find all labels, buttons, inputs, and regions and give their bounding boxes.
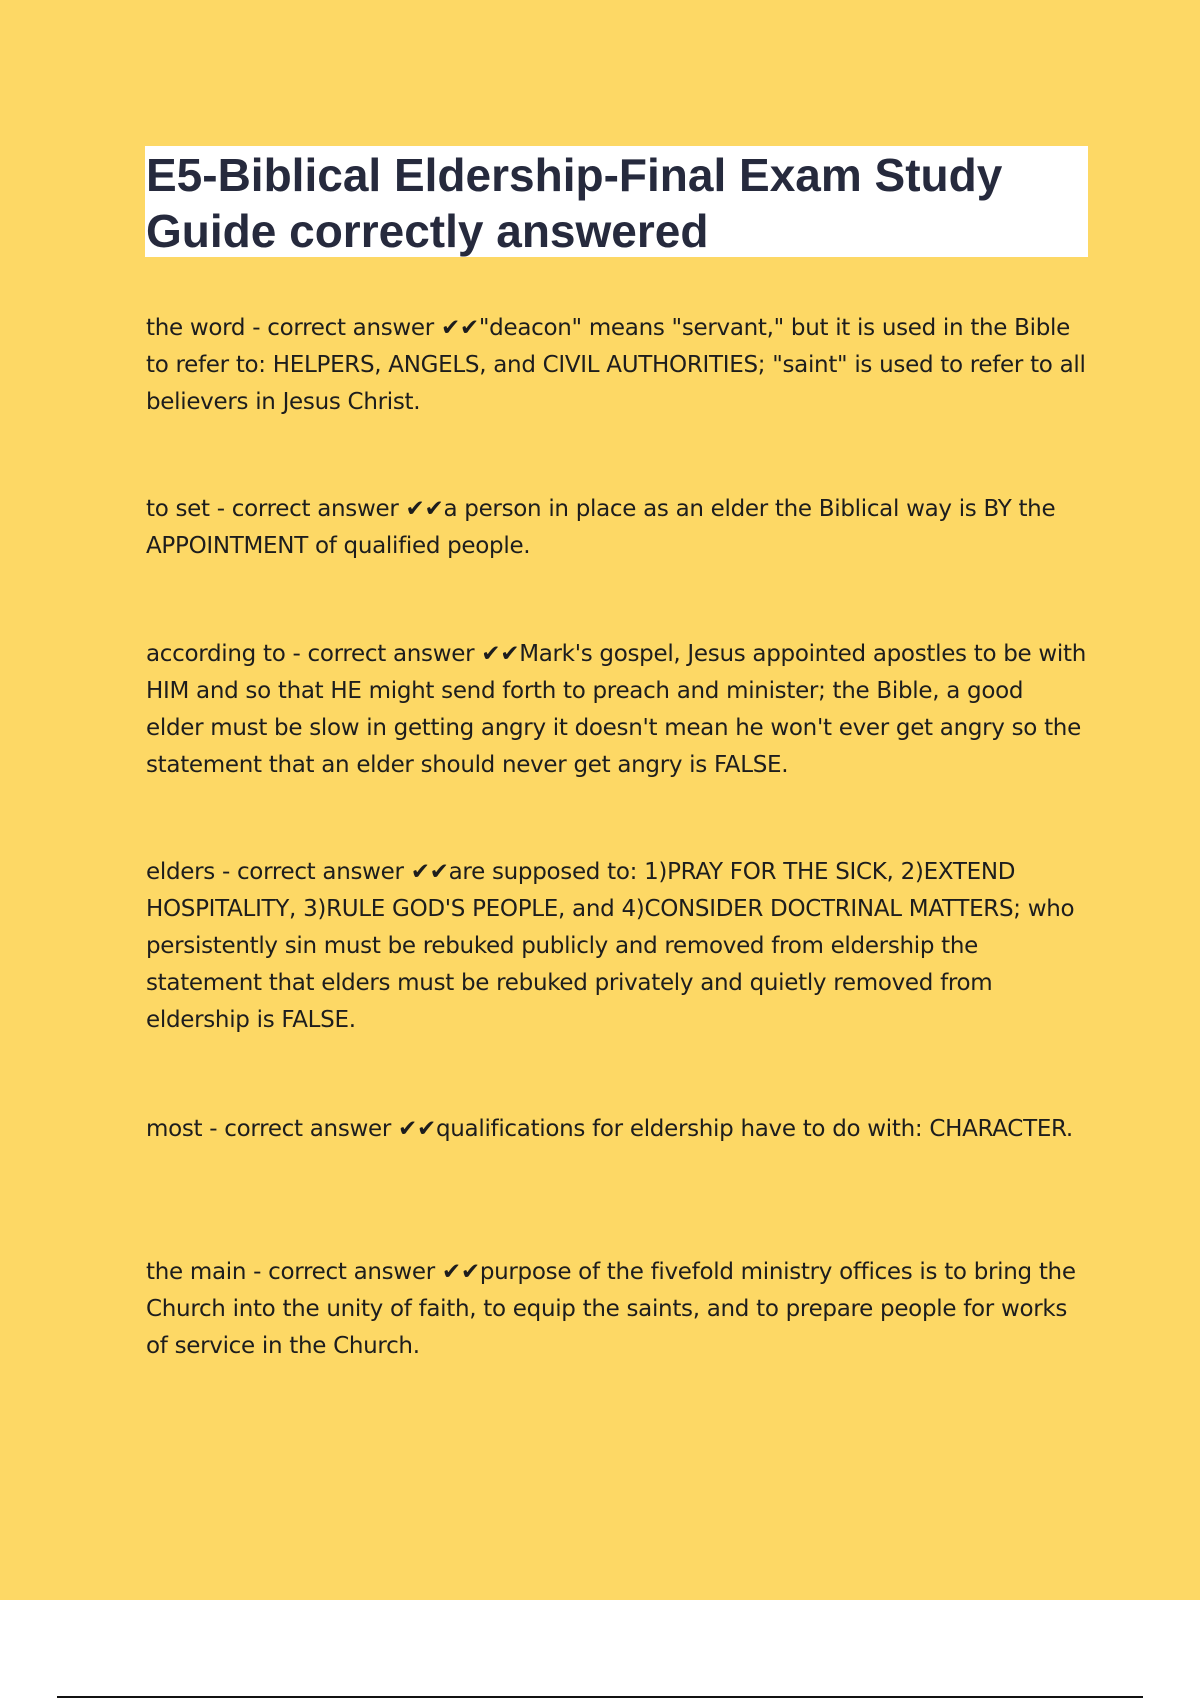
qa-item-5 bbox=[146, 1111, 1086, 1148]
double-check-icon: ✔✔ bbox=[398, 1116, 436, 1142]
qa-item-4 bbox=[146, 854, 1086, 1039]
qa-prompt: most bbox=[146, 1116, 203, 1142]
qa-separator: - correct answer bbox=[202, 1116, 399, 1142]
qa-answer: "deacon" means "servant," but it is used in the Bible to refer to: HELPERS, ANGELS, and CIVIL AUTHORITIES; "saint" is used to refer to all believers in Jesus Christ. bbox=[146, 315, 1086, 415]
qa-answer: a person in place as an elder the Biblical way is BY the APPOINTMENT of qualified people. bbox=[146, 496, 1056, 559]
qa-item-1 bbox=[146, 310, 1086, 421]
qa-answer: qualifications for eldership have to do with: CHARACTER. bbox=[435, 1116, 1073, 1142]
double-check-icon: ✔✔ bbox=[405, 496, 444, 522]
double-check-icon: ✔✔ bbox=[441, 1259, 480, 1285]
qa-prompt: according to bbox=[146, 641, 286, 667]
qa-separator: - correct answer bbox=[285, 641, 482, 667]
document-title: E5-Biblical Eldership-Final Exam Study Guide correctly answered bbox=[146, 149, 1003, 257]
qa-answer: are supposed to: 1)PRAY FOR THE SICK, 2)EXTEND HOSPITALITY, 3)RULE GOD'S PEOPLE, and 4)CONSIDER DOCTRINAL MATTERS; who persistently sin must be rebuked publicly and removed from eldership the statement that elders must be rebuked privately and quietly removed from eldership is FALSE. bbox=[146, 859, 1075, 1033]
qa-prompt: the main bbox=[146, 1259, 247, 1285]
footer-divider bbox=[57, 1696, 1143, 1698]
qa-separator: - correct answer bbox=[214, 859, 411, 885]
qa-separator: - correct answer bbox=[246, 1259, 442, 1285]
qa-item-3 bbox=[146, 636, 1086, 784]
qa-answer: purpose of the fivefold ministry offices is to bring the Church into the unity of faith, to equip the saints, and to prepare people for works of service in the Church. bbox=[146, 1259, 1076, 1359]
qa-item-6 bbox=[146, 1254, 1086, 1365]
qa-separator: - correct answer bbox=[209, 496, 406, 522]
qa-answer: Mark's gospel, Jesus appointed apostles to be with HIM and so that HE might send forth to preach and minister; the Bible, a good elder must be slow in getting angry it doesn't mean he won't ever get angry so the statement that an elder should never get angry is FALSE. bbox=[146, 641, 1086, 778]
qa-prompt: the word bbox=[146, 315, 246, 341]
qa-item-2 bbox=[146, 491, 1086, 565]
double-check-icon: ✔✔ bbox=[481, 641, 520, 667]
double-check-icon: ✔✔ bbox=[410, 859, 449, 885]
qa-separator: - correct answer bbox=[245, 315, 441, 341]
qa-prompt: elders bbox=[146, 859, 215, 885]
qa-prompt: to set bbox=[146, 496, 210, 522]
double-check-icon: ✔✔ bbox=[440, 315, 479, 341]
